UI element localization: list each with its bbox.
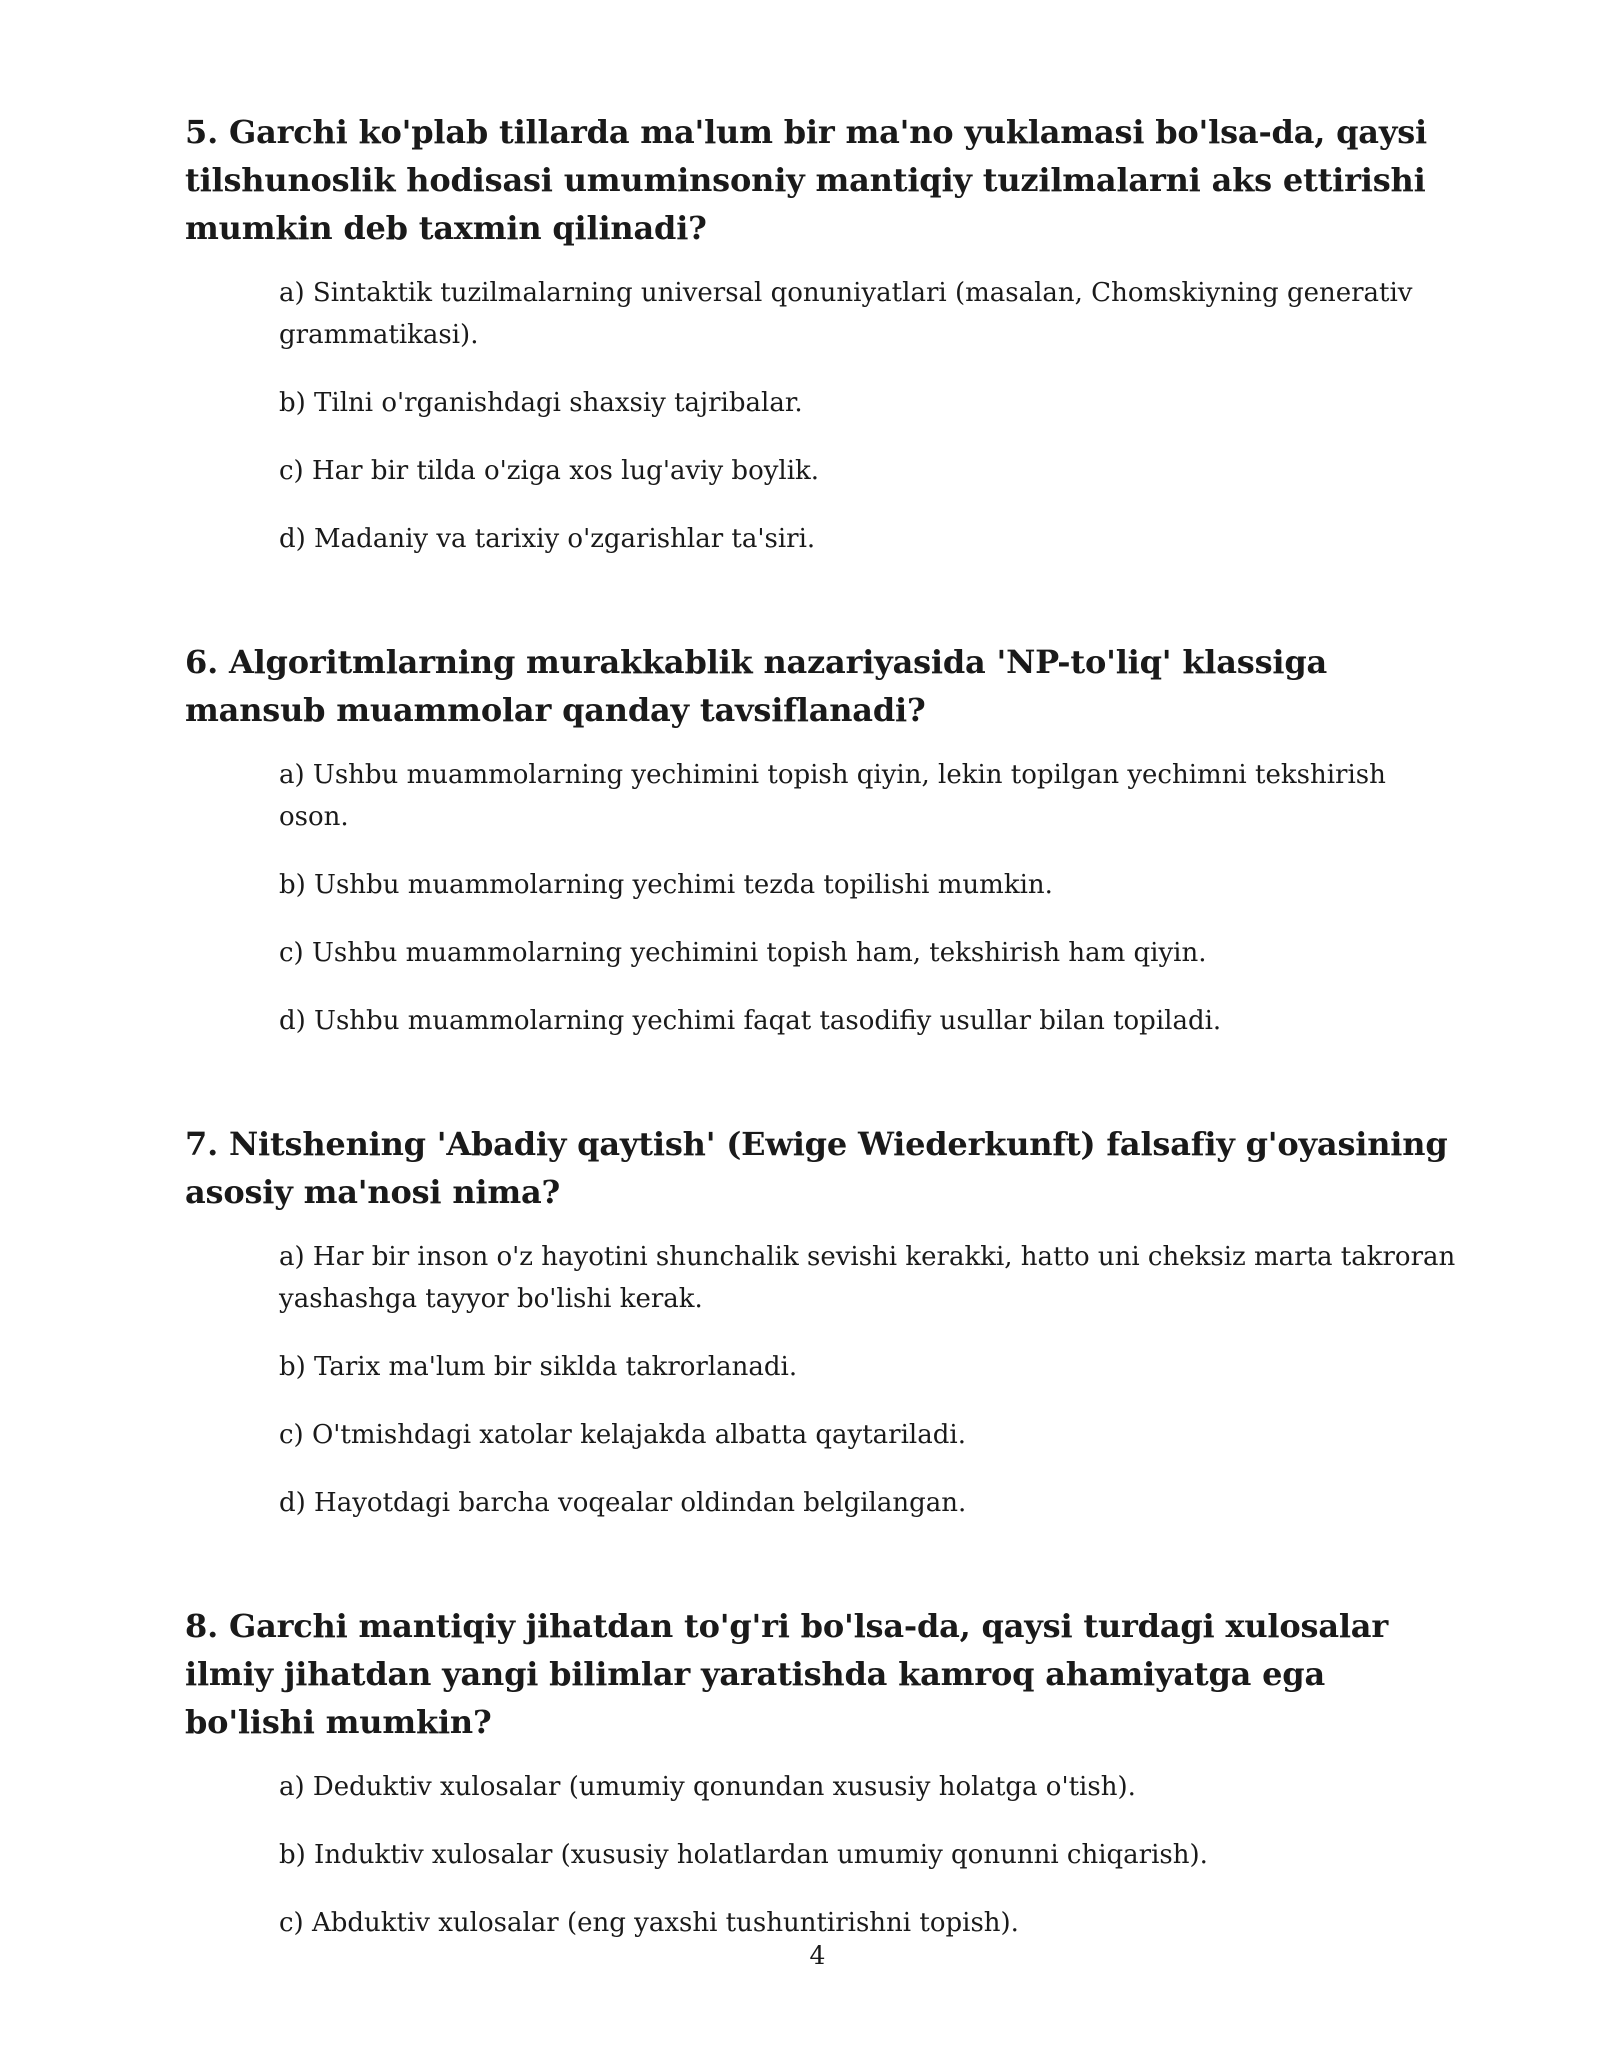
option-d: d) Madaniy va tarixiy o'zgarishlar ta'siri.	[279, 524, 816, 554]
options-list	[279, 754, 1460, 1042]
option-c: c) Abduktiv xulosalar (eng yaxshi tushuntirishni topish).	[279, 1908, 1019, 1938]
question-5	[185, 108, 1460, 560]
option-b: b) Ushbu muammolarning yechimi tezda topilishi mumkin.	[279, 870, 1053, 900]
question-title: 5. Garchi ko'plab tillarda ma'lum bir ma'no yuklamasi bo'lsa-da, qaysi tilshunoslik hodisasi umuminsoniy mantiqiy tuzilmalarni aks ettirishi mumkin deb taxmin qilinadi?	[185, 113, 1427, 247]
option-b: b) Induktiv xulosalar (xususiy holatlardan umumiy qonunni chiqarish).	[279, 1840, 1208, 1870]
question-title: 8. Garchi mantiqiy jihatdan to'g'ri bo'lsa-da, qaysi turdagi xulosalar ilmiy jihatdan yangi bilimlar yaratishda kamroq ahamiyatga ega bo'lishi mumkin?	[185, 1607, 1389, 1741]
options-list	[279, 1236, 1460, 1524]
option-d: d) Hayotdagi barcha voqealar oldindan belgilangan.	[279, 1488, 967, 1518]
options-list	[279, 1766, 1460, 1944]
option-b: b) Tarix ma'lum bir siklda takrorlanadi.	[279, 1352, 798, 1382]
question-6	[185, 638, 1460, 1042]
option-c: c) O'tmishdagi xatolar kelajakda albatta qaytariladi.	[279, 1420, 966, 1450]
option-c: c) Ushbu muammolarning yechimini topish ham, tekshirish ham qiyin.	[279, 938, 1207, 968]
option-d: d) Ushbu muammolarning yechimi faqat tasodifiy usullar bilan topiladi.	[279, 1006, 1222, 1036]
question-7	[185, 1120, 1460, 1524]
option-b: b) Tilni o'rganishdagi shaxsiy tajribalar.	[279, 388, 803, 418]
question-title: 7. Nitshening 'Abadiy qaytish' (Ewige Wiederkunft) falsafiy g'oyasining asosiy ma'nosi nima?	[185, 1125, 1448, 1211]
option-a: a) Ushbu muammolarning yechimini topish qiyin, lekin topilgan yechimni tekshirish oson.	[279, 760, 1386, 832]
question-title: 6. Algoritmlarning murakkablik nazariyasida 'NP-to'liq' klassiga mansub muammolar qanday tavsiflanadi?	[185, 643, 1328, 729]
option-a: a) Deduktiv xulosalar (umumiy qonundan xususiy holatga o'tish).	[279, 1772, 1136, 1802]
option-a: a) Har bir inson o'z hayotini shunchalik sevishi kerakki, hatto uni cheksiz marta takroran yashashga tayyor bo'lishi kerak.	[279, 1242, 1456, 1314]
question-8	[185, 1602, 1460, 1944]
page-number: 4	[809, 1941, 826, 1970]
options-list	[279, 272, 1460, 560]
option-a: a) Sintaktik tuzilmalarning universal qonuniyatlari (masalan, Chomskiyning generativ grammatikasi).	[279, 278, 1413, 350]
option-c: c) Har bir tilda o'ziga xos lug'aviy boylik.	[279, 456, 820, 486]
